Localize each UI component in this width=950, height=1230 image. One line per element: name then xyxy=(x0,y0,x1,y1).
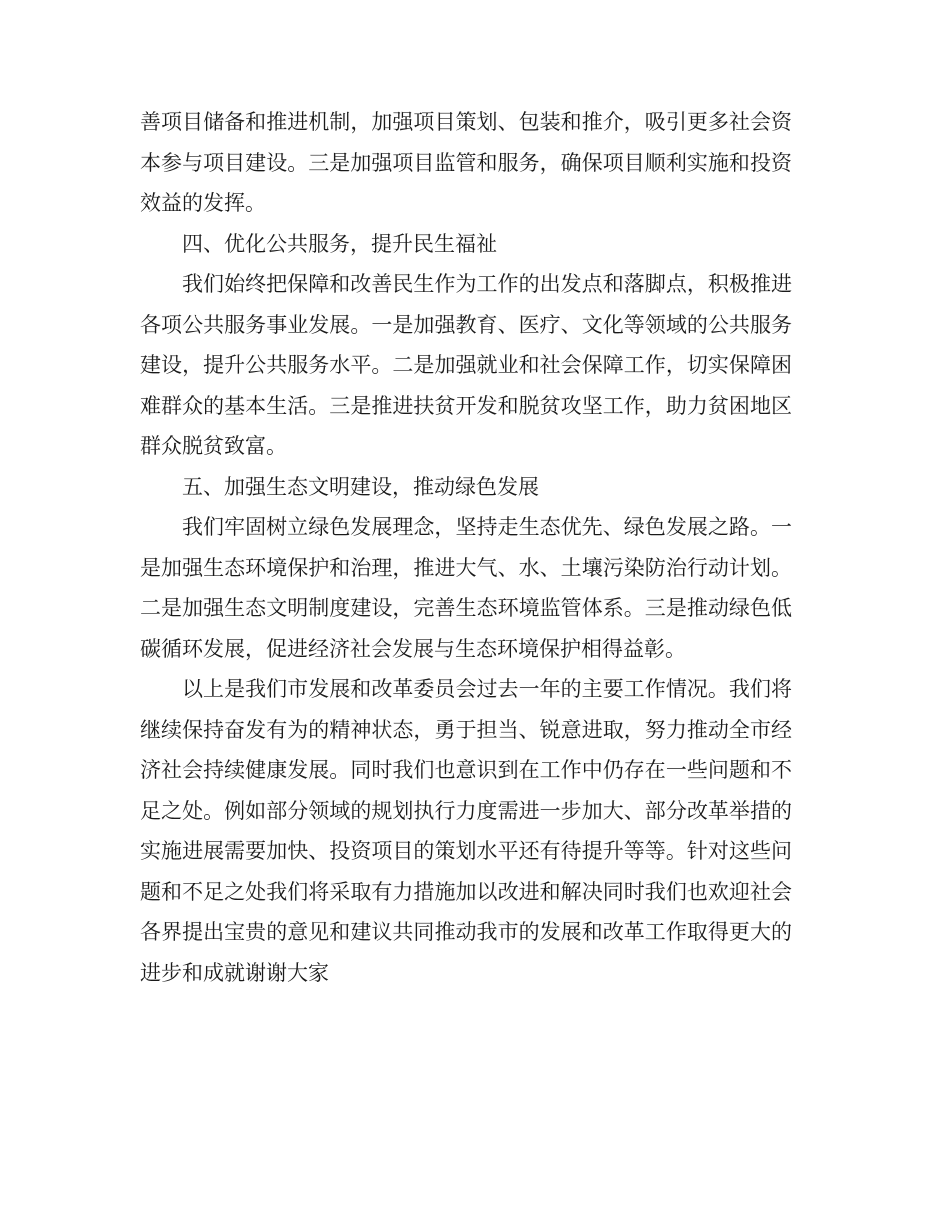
paragraph-public-services: 我们始终把保障和改善民生作为工作的出发点和落脚点，积极推进各项公共服务事业发展。一是加强教育、医疗、文化等领域的公共服务建设，提升公共服务水平。二是加强就业和社会保障工作，切实保障困难群众的基本生活。三是推进扶贫开发和脱贫攻坚工作，助力贫困地区群众脱贫致富。 xyxy=(140,272,792,458)
section-heading-5: 五、加强生态文明建设，推动绿色发展 xyxy=(182,474,539,499)
paragraph-continuation: 善项目储备和推进机制，加强项目策划、包装和推介，吸引更多社会资本参与项目建设。三是加强项目监管和服务，确保项目顺利实施和投资效益的发挥。 xyxy=(140,110,792,215)
paragraph-ecology: 我们牢固树立绿色发展理念，坚持走生态优先、绿色发展之路。一是加强生态环境保护和治理，推进大气、水、土壤污染防治行动计划。二是加强生态文明制度建设，完善生态环境监管体系。三是推动绿色低碳循环发展，促进经济社会发展与生态环境保护相得益彰。 xyxy=(140,515,792,661)
paragraph-conclusion: 以上是我们市发展和改革委员会过去一年的主要工作情况。我们将继续保持奋发有为的精神状态，勇于担当、锐意进取，努力推动全市经济社会持续健康发展。同时我们也意识到在工作中仍存在一些问题和不足之处。例如部分领域的规划执行力度需进一步加大、部分改革举措的实施进展需要加快、投资项目的策划水平还有待提升等等。针对这些问题和不足之处我们将采取有力措施加以改进和解决同时我们也欢迎社会各界提出宝贵的意见和建议共同推动我市的发展和改革工作取得更大的进步和成就谢谢大家 xyxy=(140,677,792,985)
section-heading-4: 四、优化公共服务，提升民生福祉 xyxy=(182,231,497,256)
document-body xyxy=(140,102,792,993)
